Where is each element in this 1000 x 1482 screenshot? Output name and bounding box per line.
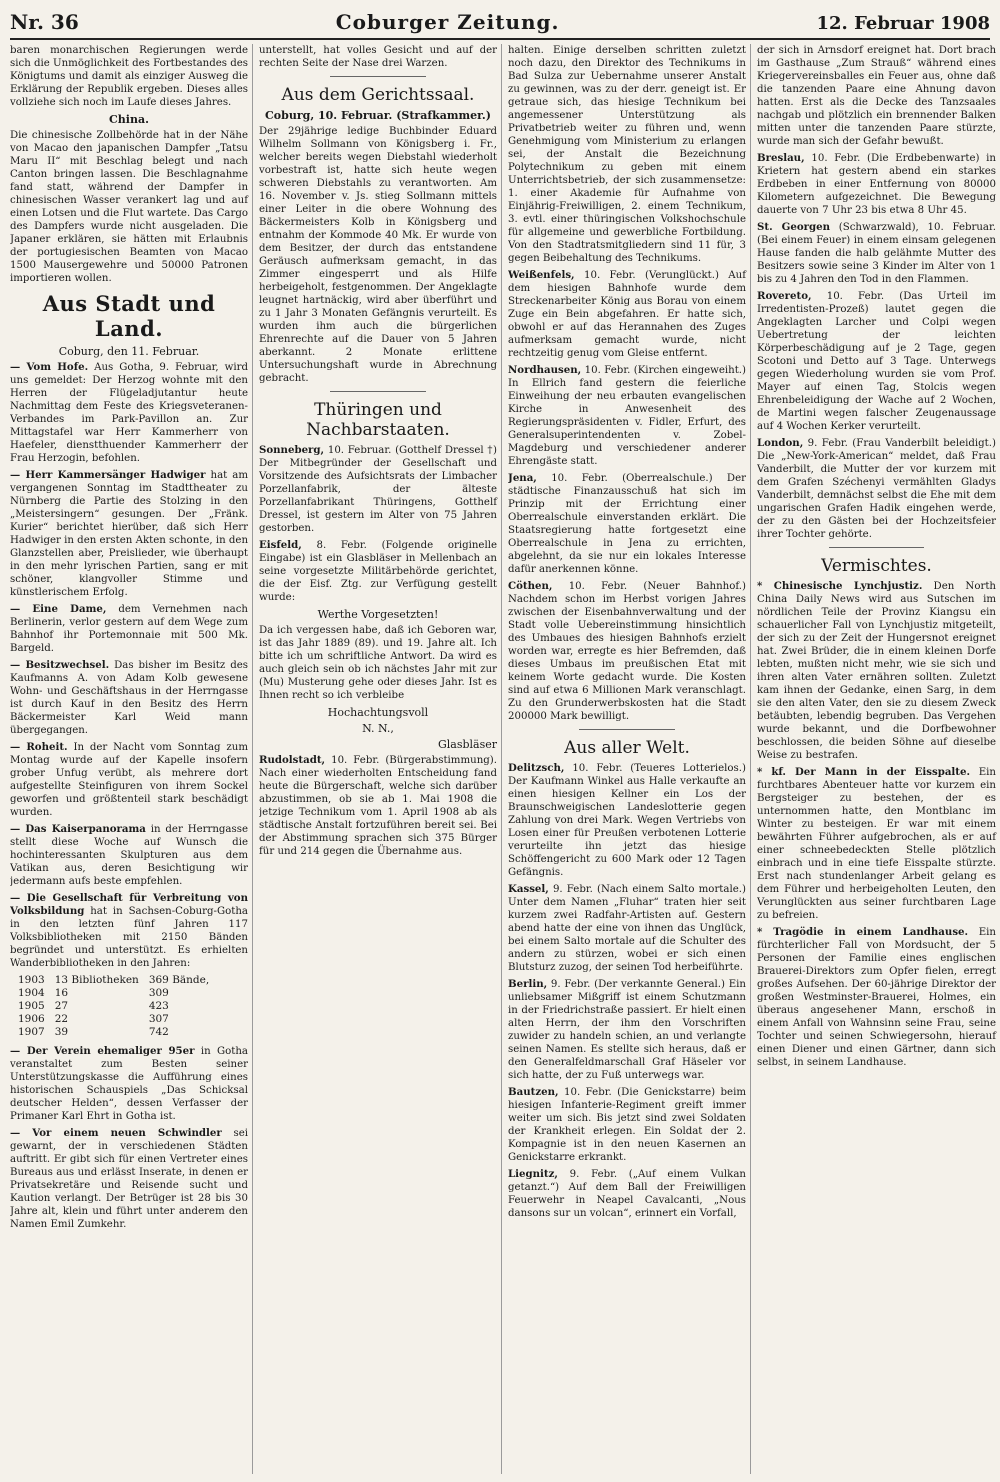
article-eisfeld <box>259 539 497 604</box>
article-besitz-text: Das bisher im Besitz des Kaufmanns A. von Adam Kolb gewesene Wohn- und Geschäftshaus in der Herrngasse ist durch Kauf in den Besitz des Herrn Bäckermeister Karl Weid mann übergegangen. <box>10 660 248 736</box>
article-weissenfels-lead: Weißenfels, <box>508 269 575 281</box>
article-london-text: 9. Febr. (Frau Vanderbilt beleidigt.) Die „New-York-American“ meldet, daß Frau Vanderbilt, die Mutter der vor kurzem mit dem Grafen Széchenyi vermählten Gladys Vanderbilt, demnächst selbst die Ehe mit dem ungarischen Grafen Hadik eingehen werde, der zu den Gästen bei der Hochzeitsfeier ihrer Tochter gehörte. <box>757 438 996 540</box>
article-rudolstadt <box>259 754 497 858</box>
article-hof-text: Aus Gotha, 9. Februar, wird uns gemeldet: Der Herzog wohnte mit den Herren der Flügeladjutantur heute Nachmittag dem Feste des Kriegsveteranen-Verbandes im Park-Pavillon an. Zur Mittagstafel war Herr Kammerherr von Haefeler, dienstthuender Kammerherr der Frau Herzogin, befohlen. <box>10 362 248 464</box>
section-heading-stadt-land: Aus Stadt und Land. <box>42 291 216 341</box>
column-3 <box>508 44 751 1474</box>
article-breslau <box>757 152 996 217</box>
article-sonneberg-lead: Sonneberg, <box>259 444 325 456</box>
article-delitzsch-lead: Delitzsch, <box>508 762 565 774</box>
article-dame-text: dem Vernehmen nach Berlinerin, verlor gestern auf dem Wege zum Bahnhof ihr Portemonnaie mit 500 Mk. Bargeld. <box>10 604 248 654</box>
letter-greeting: Werthe Vorgesetzten! <box>317 608 439 621</box>
table-row <box>18 1013 219 1026</box>
article-nordhausen-text: 10. Febr. (Kirchen eingeweiht.) In Ellrich fand gestern die feierliche Einweihung der neu erbauten evangelischen Kirche in Anwesenheit des Regierungspräsidenten v. Fidler, Erfurt, des Generalsuperintendenten v. Zobel-Magdeburg und verschiedener anderer Ehrengäste statt. <box>508 365 746 467</box>
article-tragoedie-text: Ein fürchterlicher Fall von Mordsucht, der 5 Personen der Familie eines englischen Brauerei-Direktors zum Opfer fielen, erregt großes Aufsehen. Der 60-jährige Direktor der großen Westminster-Brauerei, Holmes, ein überaus angesehener Mann, erschoß in einem Anfall von Wahnsinn seine Frau, seine Tochter und seinen Schwiegersohn, hierauf einen Diener und einen Gärtner, dann sich selbst, in seinem Landhause. <box>757 927 996 1068</box>
article-rovereto-text: 10. Febr. (Das Urteil im Irredentisten-Prozeß) lautet gegen die Angeklagten Larcher und Colpi wegen Uebertretung der leichten Körperbeschädigung auf je 2 Tage, gegen Scotoni und Detto auf 3 Tage. Unterwegs gegen Wiederholung wurden sie vom Prof. Mayer auf einen Tag, Stolcis wegen Ehrenbeleidigung der Wache auf 2 Wochen, de Martini wegen falscher Zeugenaussage auf 4 Wochen Kerker verurteilt. <box>757 291 996 432</box>
article-london-lead: London, <box>757 437 804 449</box>
divider <box>829 547 925 548</box>
article-sonneberg <box>259 444 497 535</box>
article-lynch-lead: * Chinesische Lynchjustiz. <box>757 580 923 592</box>
article-eisspalte-text: Ein furchtbares Abenteuer hatte vor kurzem ein Bergsteiger zu bestehen, der es unternommen hatte, den Montblanc im Winter zu besteigen. Er war mit einem bewährten Führer aufgebrochen, als er auf einer schneebedeckten Stelle plötzlich einbrach und in eine tiefe Eisspalte stürzte. Erst nach stundenlanger Arbeit gelang es dem Führer und herbeigeholten Leuten, den Verunglückten aus seiner furchtbaren Lage zu befreien. <box>757 767 996 921</box>
table-cell: 13 Bibliotheken <box>54 974 139 986</box>
table-cell: 22 <box>54 1013 69 1025</box>
article-kaiser-text: in der Herrngasse stellt diese Woche auf Wunsch die hochinteressanten Skulpturen aus dem Vatikan aus, deren Besichtigung wir jedermann aufs beste empfehlen. <box>10 824 248 887</box>
table-cell: 1905 <box>18 1000 45 1012</box>
article-schwindler <box>10 1127 248 1231</box>
table-cell: 1906 <box>18 1013 45 1025</box>
article-tragoedie <box>757 926 996 1069</box>
table-cell: 309 <box>148 987 169 999</box>
section-heading-gerichtssaal: Aus dem Gerichtssaal. <box>281 85 475 105</box>
article-gericht: Der 29jährige ledige Buchbinder Eduard Wilhelm Sollmann von Königsberg i. Fr., welcher bereits wegen Diebstahl wiederholt vorbestraft ist, hatte sich heute wegen schweren Diebstahls zu verantworten. Am 16. November v. Js. stieg Sollmann mittels einer Leiter in die obere Wohnung des Bäckermeisters Kolb in Königsberg und entnahm der Kommode 40 Mk. Er wurde von dem Besitzer, der durch das entstandene Geräusch aufmerksam gemacht, in das Zimmer eingesperrt und als Hilfe herbeigeholt, festgenommen. Der Angeklagte leugnet hartnäckig, wird aber überführt und zu 1 Jahr 3 Monaten Gefängnis verurteilt. Es wurden ihm auch die bürgerlichen Ehrenrechte auf die Dauer von 5 Jahren aberkannt. 2 Monate erlittene Untersuchungshaft wurde in Abrechnung gebracht. <box>259 126 497 384</box>
table-row <box>18 987 219 1000</box>
article-lynch <box>757 580 996 762</box>
article-kaiser <box>10 823 248 888</box>
article-kassel-lead: Kassel, <box>508 883 549 895</box>
table-cell: 742 <box>148 1026 169 1038</box>
article-kammer <box>10 469 248 599</box>
article-liegnitz <box>508 1168 746 1220</box>
article-weissenfels <box>508 269 746 360</box>
article-besitz <box>10 659 248 737</box>
table-cell: 27 <box>54 1000 69 1012</box>
library-table <box>18 974 219 1039</box>
article-dame <box>10 603 248 655</box>
article-verein-text: in Gotha veranstaltet zum Besten seiner Unterstützungskasse die Aufführung eines historischen Schauspiels „Das Schicksal deutscher Helden“, dessen Verfasser der Primaner Karl Ehrt in Gotha ist. <box>10 1046 248 1122</box>
article-bautzen-lead: Bautzen, <box>508 1086 559 1098</box>
article-breslau-lead: Breslau, <box>757 152 805 164</box>
col3-lead-paragraph: halten. Einige derselben schritten zuletzt noch dazu, den Direktor des Technikums in Bad Sulza zur Uebernahme unserer Anstalt zu gewinnen, was zu der derr. geneigt ist. Er getraue sich, das hiesige Technikum bei angemessener Unterstützung als Privatbetrieb weiter zu führen und, wenn Genehmigung vom Ministerium zu erlangen sei, der Anstalt die Bezeichnung Polytechnikum zu geben mit einem Unterrichtsbetrieb, der sich zusammensetze: 1. einer Akademie für Aufnahme von Einjährig-Freiwilligen, 2. einem Technikum, 3. evtl. einer thüringischen Volkshochschule für allgemeine und gewerbliche Fortbildung. Von den Stadtratsmitgliedern sind 11 für, 3 gegen Beibehaltung des Technikums. <box>508 45 746 264</box>
article-eisspalte <box>757 766 996 922</box>
article-delitzsch <box>508 762 746 879</box>
article-koethen-text: 10. Febr. (Neuer Bahnhof.) Nachdem schon im Herbst vorigen Jahres zwischen der Eisenbahnverwaltung und der Stadt volle Uebereinstimmung hinsichtlich des Umbaues des hiesigen Bahnhofs erzielt worden war, erregte es hier Befremden, daß dieses Umbaus im preußischen Etat mit keinem Worte gedacht wurde. Die Kosten sind auf etwa 6 Millionen Mark veranschlagt. Zu den Grunderwerbskosten hat die Stadt 200000 Mark bewilligt. <box>508 581 746 722</box>
article-georgen <box>757 221 996 286</box>
article-bautzen-text: 10. Febr. (Die Genickstarre) beim hiesigen Infanterie-Regiment greift immer weiter um sich. Bis jetzt sind zwei Soldaten der Krankheit erlegen. Ein Soldat der 2. Kompagnie ist in den neuen Kasernen an Genickstarre erkrankt. <box>508 1087 746 1163</box>
letter-closing: Hochachtungsvoll <box>327 706 429 719</box>
article-rudolstadt-text: 10. Febr. (Bürgerabstimmung). Nach einer wiederholten Entscheidung fand heute die Bürgerschaft, welche sich darüber abzustimmen, ob sie ab 1. Mai 1908 die jetzige Technikum vom 1. April 1908 ab als städtische Anstalt fortzuführen bereit sei. Bei der Abstimmung sprachen sich 375 Bürger für und 214 gegen die Übernahme aus. <box>259 755 497 857</box>
article-kammer-lead: — Herr Kammersänger Hadwiger <box>10 469 206 481</box>
divider <box>330 391 425 392</box>
letter-signature: N. N., <box>362 722 394 735</box>
article-rovereto <box>757 290 996 433</box>
table-cell: 16 <box>54 987 69 999</box>
table-cell: 307 <box>148 1013 169 1025</box>
article-breslau-text: 10. Febr. (Die Erdbebenwarte) in Krietern hat gestern abend ein starkes Erdbeben in einer Entfernung von 80000 Kilometern aufgezeichnet. Die Bewegung dauerte von 7 Uhr 23 bis etwa 8 Uhr 45. <box>757 153 996 216</box>
article-weissenfels-text: 10. Febr. (Verunglückt.) Auf dem hiesigen Bahnhofe wurde dem Streckenarbeiter König aus Borau von einem Zuge ein Bein abgefahren. Er hatte sich, obwohl er auf das Herannahen des Zuges aufmerksam gemacht wurde, nicht rechtzeitig genug vom Gleise entfernt. <box>508 270 746 359</box>
table-row <box>18 974 219 987</box>
article-rovereto-lead: Rovereto, <box>757 290 812 302</box>
letter-body: Da ich vergessen habe, daß ich Geboren war, ist das Jahr 1889 (89). und 19. Jahre alt. Ich bitte ich um schriftliche Antwort. Da wird es auch gleich sein ob ich nächstes Jahr mit zur (Mu) Musterung gehe oder dieses Jahr. Ist es Ihnen recht so ich verbleibe <box>259 625 497 701</box>
article-berlin-lead: Berlin, <box>508 978 548 990</box>
article-eisspalte-lead: * kf. Der Mann in der Eisspalte. <box>757 766 971 778</box>
table-cell: 39 <box>54 1026 69 1038</box>
article-sonneberg-text: 10. Februar. (Gotthelf Dressel †) Der Mitbegründer der Gesellschaft und Vorsitzende des Aufsichtsrats der Limbacher Porzellanfabrik, der älteste Porzellanfabrikant Thüringens, Gotthelf Dressel, ist gestern im Alter von 75 Jahren gestorben. <box>259 445 497 534</box>
column-4 <box>757 44 1000 1474</box>
article-nordhausen-lead: Nordhausen, <box>508 364 582 376</box>
table-cell: 423 <box>148 1000 169 1012</box>
article-berlin <box>508 978 746 1082</box>
article-rudolstadt-lead: Rudolstadt, <box>259 754 326 766</box>
article-bautzen <box>508 1086 746 1164</box>
article-jena-text: 10. Febr. (Oberrealschule.) Der städtische Finanzausschuß hat sich im Prinzip mit der Errichtung einer Oberrealschule einverstanden erklärt. Die Staatsregierung hatte fortgesetzt eine Oberrealschule in Jena zu errichten, abgelehnt, da sie nur ein lokales Interesse dafür anerkennen könne. <box>508 473 746 575</box>
column-1 <box>10 44 253 1474</box>
article-eisfeld-lead: Eisfeld, <box>259 539 302 551</box>
article-koethen-lead: Cöthen, <box>508 580 553 592</box>
article-verein <box>10 1045 248 1123</box>
article-verein-lead: — Der Verein ehemaliger 95er <box>10 1045 195 1057</box>
issue-date: 12. Februar 1908 <box>816 13 990 34</box>
article-gesell-lead: — Die Gesellschaft für Verbreitung von Volksbildung <box>10 892 248 917</box>
article-besitz-lead: — Besitzwechsel. <box>10 659 110 671</box>
section-heading-vermischtes: Vermischtes. <box>821 556 932 576</box>
article-delitzsch-text: 10. Febr. (Teueres Lotterielos.) Der Kaufmann Winkel aus Halle verkaufte an einen hiesigen Kellner ein Los der Braunschweigischen Landeslotterie gegen Zahlung von drei Mark. Wegen Vertriebs von Losen einer für Preußen verbotenen Lotterie verurteilte ihn jetzt das hiesige Schöffengericht zu 600 Mark oder 12 Tagen Gefängnis. <box>508 763 746 878</box>
issue-number: Nr. 36 <box>10 10 79 34</box>
table-cell: 1903 <box>18 974 45 986</box>
article-nordhausen <box>508 364 746 468</box>
china-heading: China. <box>109 113 149 126</box>
article-roheit-text: In der Nacht vom Sonntag zum Montag wurde auf der Kapelle insofern grober Unfug verübt, als mehrere dort aufgestellte Steinfiguren von ihrem Sockel geworfen und größtenteil stark beschädigt wurden. <box>10 742 248 818</box>
article-georgen-text: (Schwarzwald), 10. Februar. (Bei einem Feuer) in einem einsam gelegenen Hause fanden die halb gelähmte Mutter des Besitzers sowie seine 3 Kinder im Alter von 1 bis zu 4 Jahren den Tod in den Flammen. <box>757 222 996 285</box>
article-georgen-lead: St. Georgen <box>757 221 831 233</box>
article-tragoedie-lead: * Tragödie in einem Landhause. <box>757 926 969 938</box>
col4-lead-paragraph: der sich in Arnsdorf ereignet hat. Dort brach im Gasthause „Zum Strauß“ während eines Kriegervereinsballes ein Feuer aus, ohne daß die tanzenden Paare eine Ahnung davon hatten. Erst als die Decke des Tanzsaales nachgab und plötzlich ein brennender Balken mitten unter die tanzenden Paare stürzte, wurde man sich der Gefahr bewußt. <box>757 45 996 147</box>
article-roheit-lead: — Roheit. <box>10 741 68 753</box>
article-eisfeld-text: 8. Febr. (Folgende originelle Eingabe) ist ein Glasbläser in Mellenbach an seine vorgesetzte Militärbehörde gerichtet, die der Eisf. Ztg. zur Verfügung gestellt wurde: <box>259 540 497 603</box>
article-kassel-text: 9. Febr. (Nach einem Salto mortale.) Unter dem Namen „Fluhar“ traten hier seit kurzem zwei Radfahr-Artisten auf. Gestern abend hatte der eine von ihnen das Unglück, bei einem Salto mortale auf die Schulter des andern zu stürzen, wobei er sich einen Blutsturz zuzog, der seinen Tod herbeiführte. <box>508 884 746 973</box>
newspaper-title: Coburger Zeitung. <box>335 10 560 34</box>
letter-role: Glasbläser <box>437 738 497 751</box>
stadt-dateline: Coburg, den 11. Februar. <box>58 345 200 358</box>
table-cell: 1904 <box>18 987 45 999</box>
divider <box>579 729 674 730</box>
intro-paragraph: baren monarchischen Regierungen werde sich die Unmöglichkeit des Fortbestandes des Königtums und damit als einziger Ausweg die Erklärung der Republik ergeben. Dieses alles vollziehe sich noch im Laufe dieses Jahres. <box>10 45 249 108</box>
col2-lead-paragraph: unterstellt, hat volles Gesicht und auf der rechten Seite der Nase drei Warzen. <box>259 45 497 69</box>
article-koethen <box>508 580 746 723</box>
article-kaiser-lead: — Das Kaiserpanorama <box>10 823 146 835</box>
article-london <box>757 437 996 541</box>
section-heading-thueringen: Thüringen und Nachbarstaaten. <box>306 400 450 440</box>
article-berlin-text: 9. Febr. (Der verkannte General.) Ein unliebsamer Mißgriff ist einem Schutzmann in der Friedrichstraße passiert. Er hielt einen alten Herrn, der ihm den Vorschriften zuwider zu handeln schien, an und verlangte seinen Namen. Es stellte sich heraus, daß er den Generalfeldmarschall Graf Häseler vor sich hatte, der zu Fuß unterwegs war. <box>508 979 746 1081</box>
article-kassel <box>508 883 746 974</box>
article-kammer-text: hat am vergangenen Sonntag im Stadttheater zu Nürnberg die Partie des Stolzing in den „Meistersingern“ gesungen. Der „Fränk. Kurier“ berichtet hierüber, daß sich Herr Hadwiger in den ersten Akten schonte, in den Glanzstellen aber, Preislieder, wie überhaupt in den mehr lyrischen Partien, sang er mit schöner, klangvoller Stimme und künstlerischem Erfolg. <box>10 470 248 598</box>
article-schwindler-lead: — Vor einem neuen Schwindler <box>10 1127 222 1139</box>
article-gesell-text: hat in Sachsen-Coburg-Gotha in den letzten fünf Jahren 117 Volksbibliotheken mit 2150 Bänden begründet und unterstützt. Es erhielten Wanderbibliotheken in den Jahren: <box>10 906 248 969</box>
article-columns <box>10 44 996 1474</box>
table-row <box>18 1026 219 1039</box>
article-hof-lead: — Vom Hofe. <box>10 361 89 373</box>
section-heading-aller-welt: Aus aller Welt. <box>564 738 690 758</box>
column-2 <box>259 44 502 1474</box>
article-liegnitz-lead: Liegnitz, <box>508 1168 558 1180</box>
article-roheit <box>10 741 248 819</box>
gericht-dateline: Coburg, 10. Februar. (Strafkammer.) <box>265 109 491 122</box>
article-gesell <box>10 892 248 970</box>
masthead <box>10 10 990 40</box>
article-jena-lead: Jena, <box>508 472 537 484</box>
article-lynch-text: Den North China Daily News wird aus Sutschen im nördlichen Teile der Provinz Kiangsu ein schauerlicher Fall von Lynchjustiz mitgeteilt, der sich zu der Zeit der Hungersnot ereignet hat. Zwei Brüder, die in einem kleinen Dorfe lebten, mußten nicht mehr, wie sie sich und ihren alten Vater ernähren sollten. Zuletzt kam ihnen der Gedanke, einen Sarg, in dem sie den alten Vater, den sie zu diesem Zweck betäubten, lebendig begruben. Das Vergehen wurde bekannt, und die Dorfbewohner beschlossen, die beiden Söhne auf dieselbe Weise zu bestrafen. <box>757 581 996 761</box>
table-cell: 1907 <box>18 1026 45 1038</box>
table-cell: 369 Bände, <box>148 974 210 986</box>
table-row <box>18 1000 219 1013</box>
divider <box>330 76 425 77</box>
article-jena <box>508 472 746 576</box>
article-liegnitz-text: 9. Febr. („Auf einem Vulkan getanzt.“) Auf dem Ball der Freiwilligen Feuerwehr in Neapel Cavalcanti, „Nous dansons sur un volcan“, erinnert ein Vorfall, <box>508 1169 746 1219</box>
article-dame-lead: — Eine Dame, <box>10 603 107 615</box>
article-schwindler-text: sei gewarnt, der in verschiedenen Städten auftritt. Er gibt sich für einen Vertreter eines Bureaus aus und erlässt Inserate, in denen er Privatsekretäre und Reisende sucht und Kaution verlangt. Der Betrüger ist 28 bis 30 Jahre alt, klein und führt unter anderem den Namen Emil Zumkehr. <box>10 1128 248 1230</box>
china-article: Die chinesische Zollbehörde hat in der Nähe von Macao den japanischen Dampfer „Tatsu Maru II“ mit Beschlag belegt und nach Canton bringen lassen. Die Beschlagnahme fand statt, während der Dampfer in chinesischen Wasser verankert lag und auf einen Lotsen und die Flut wartete. Das Cargo des Dampfers wurde nicht ausgeladen. Die Japaner erklären, sie hätten mit Erlaubnis der portugiesischen Beamten von Macao 1500 Mausergewehre und 50000 Patronen importieren wollen. <box>10 130 248 284</box>
article-hof <box>10 361 248 465</box>
